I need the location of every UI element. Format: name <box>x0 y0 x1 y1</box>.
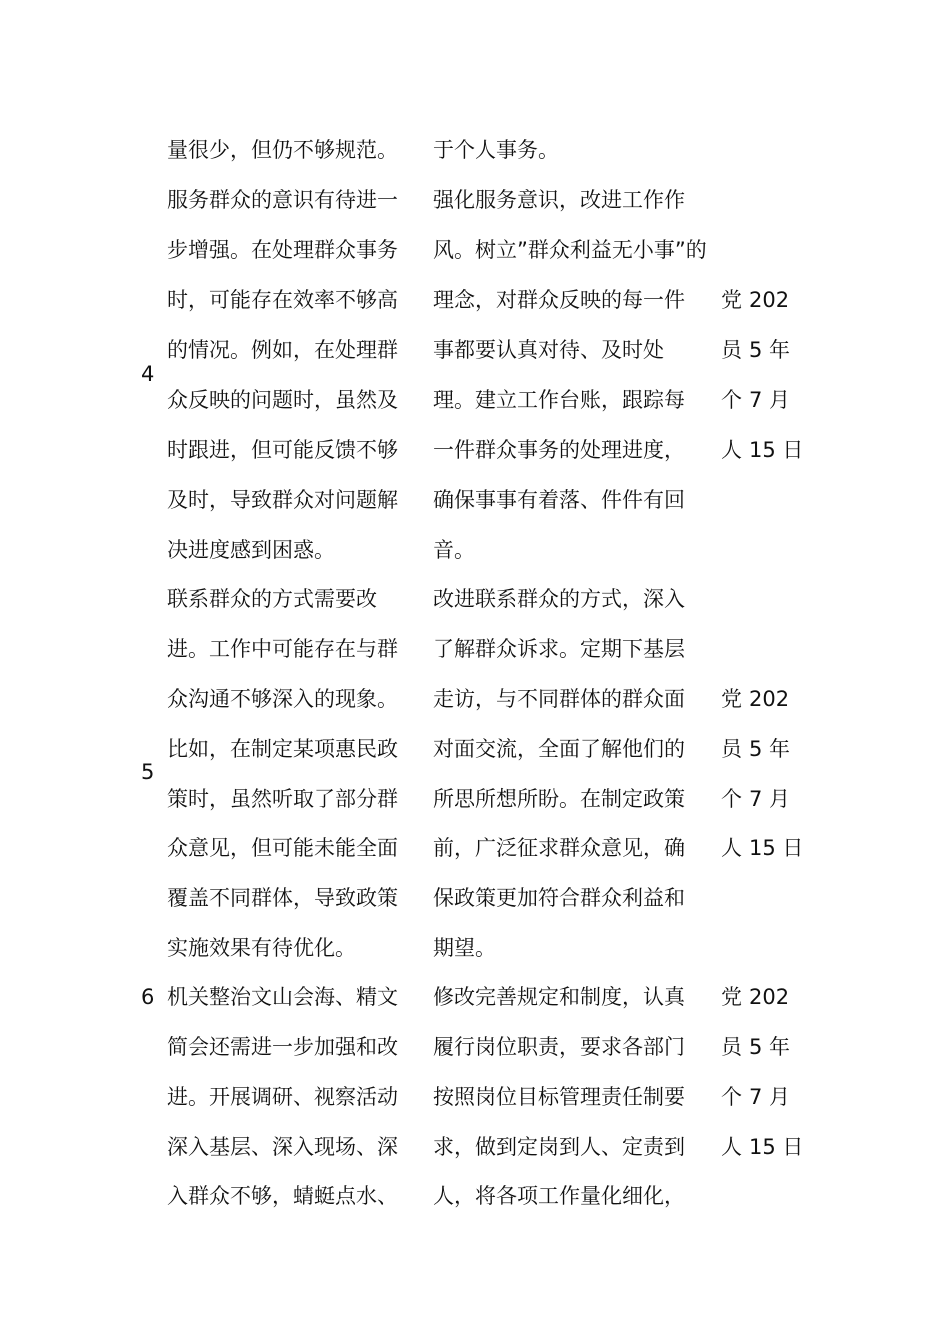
row-6-person-line-3: 个 <box>721 1085 742 1109</box>
row-5-problem-line-4: 比如，在制定某项惠民政 <box>167 737 398 761</box>
row-5-date-line-2: 5 年 <box>749 737 791 761</box>
row-4-date-line-3: 7 月 <box>749 388 791 412</box>
row-4-measure-line-7: 确保事事有着落、件件有回 <box>433 488 685 512</box>
row-4-measure-line-3: 理念，对群众反映的每一件 <box>433 288 685 312</box>
row-4-measure-line-2: 风。树立”群众利益无小事”的 <box>433 238 707 262</box>
row-6-problem-line-3: 进。开展调研、视察活动 <box>167 1085 398 1109</box>
row-5-person-line-1: 党 <box>721 687 742 711</box>
row-5-measure-line-6: 前，广泛征求群众意见，确 <box>433 836 685 860</box>
row-6-measure-line-4: 求，做到定岗到人、定责到 <box>433 1135 685 1159</box>
row-5-date-line-4: 15 日 <box>749 836 804 860</box>
row-5-measure-line-7: 保政策更加符合群众利益和 <box>433 886 685 910</box>
row-prev-measure-line-1: 于个人事务。 <box>433 138 559 162</box>
row-4-person-line-2: 员 <box>721 338 742 362</box>
row-6-date-line-2: 5 年 <box>749 1035 791 1059</box>
row-4-measure-line-4: 事都要认真对待、及时处 <box>433 338 664 362</box>
row-6-measure-line-1: 修改完善规定和制度，认真 <box>433 985 685 1009</box>
row-5-date-line-3: 7 月 <box>749 787 791 811</box>
row-5-problem-line-8: 实施效果有待优化。 <box>167 936 356 960</box>
row-6-date-line-3: 7 月 <box>749 1085 791 1109</box>
row-4-problem-line-2: 步增强。在处理群众事务 <box>167 238 398 262</box>
row-4-person-line-3: 个 <box>721 388 742 412</box>
row-4-measure-line-8: 音。 <box>433 538 475 562</box>
row-5-measure-line-3: 走访，与不同群体的群众面 <box>433 687 685 711</box>
row-6-person-line-1: 党 <box>721 985 742 1009</box>
row-5-person-line-3: 个 <box>721 787 742 811</box>
row-4-problem-line-7: 及时，导致群众对问题解 <box>167 488 398 512</box>
row-6-measure-line-5: 人，将各项工作量化细化， <box>433 1184 685 1208</box>
row-6-measure-line-3: 按照岗位目标管理责任制要 <box>433 1085 685 1109</box>
row-4-problem-line-8: 决进度感到困惑。 <box>167 538 335 562</box>
row-5-problem-line-6: 众意见，但可能未能全面 <box>167 836 398 860</box>
row-4-date-line-4: 15 日 <box>749 438 804 462</box>
row-6-date-line-4: 15 日 <box>749 1135 804 1159</box>
row-5-measure-line-8: 期望。 <box>433 936 496 960</box>
row-4-measure-line-6: 一件群众事务的处理进度， <box>433 438 685 462</box>
row-6-person-line-4: 人 <box>721 1135 742 1159</box>
row-4-problem-line-3: 时，可能存在效率不够高 <box>167 288 398 312</box>
row-5-problem-line-2: 进。工作中可能存在与群 <box>167 637 398 661</box>
row-5-measure-line-4: 对面交流，全面了解他们的 <box>433 737 685 761</box>
row-5-problem-line-1: 联系群众的方式需要改 <box>167 587 377 611</box>
row-4-problem-line-5: 众反映的问题时，虽然及 <box>167 388 398 412</box>
row-5-measure-line-5: 所思所想所盼。在制定政策 <box>433 787 685 811</box>
row-6-problem-line-5: 入群众不够，蜻蜓点水、 <box>167 1184 398 1208</box>
row-4-person-line-4: 人 <box>721 438 742 462</box>
row-5-problem-line-5: 策时，虽然听取了部分群 <box>167 787 398 811</box>
row-5-person-line-2: 员 <box>721 737 742 761</box>
row-6-measure-line-2: 履行岗位职责，要求各部门 <box>433 1035 685 1059</box>
row-4-problem-line-4: 的情况。例如，在处理群 <box>167 338 398 362</box>
row-6-problem-line-4: 深入基层、深入现场、深 <box>167 1135 398 1159</box>
row-5-number: 5 <box>141 760 155 784</box>
row-4-measure-line-1: 强化服务意识，改进工作作 <box>433 188 685 212</box>
row-4-problem-line-6: 时跟进，但可能反馈不够 <box>167 438 398 462</box>
row-prev-problem-line-1: 量很少，但仍不够规范。 <box>167 138 398 162</box>
row-6-date-line-1: 202 <box>749 985 790 1009</box>
row-5-measure-line-2: 了解群众诉求。定期下基层 <box>433 637 685 661</box>
row-5-problem-line-3: 众沟通不够深入的现象。 <box>167 687 398 711</box>
row-6-problem-line-1: 机关整治文山会海、精文 <box>167 985 398 1009</box>
row-4-date-line-2: 5 年 <box>749 338 791 362</box>
row-4-measure-line-5: 理。建立工作台账，跟踪每 <box>433 388 685 412</box>
row-5-person-line-4: 人 <box>721 836 742 860</box>
row-5-date-line-1: 202 <box>749 687 790 711</box>
row-4-problem-line-1: 服务群众的意识有待进一 <box>167 188 398 212</box>
row-4-person-line-1: 党 <box>721 288 742 312</box>
row-4-date-line-1: 202 <box>749 288 790 312</box>
row-6-problem-line-2: 简会还需进一步加强和改 <box>167 1035 398 1059</box>
row-5-problem-line-7: 覆盖不同群体，导致政策 <box>167 886 398 910</box>
row-4-number: 4 <box>141 362 155 386</box>
row-6-number: 6 <box>141 985 155 1009</box>
row-5-measure-line-1: 改进联系群众的方式，深入 <box>433 587 685 611</box>
row-6-person-line-2: 员 <box>721 1035 742 1059</box>
